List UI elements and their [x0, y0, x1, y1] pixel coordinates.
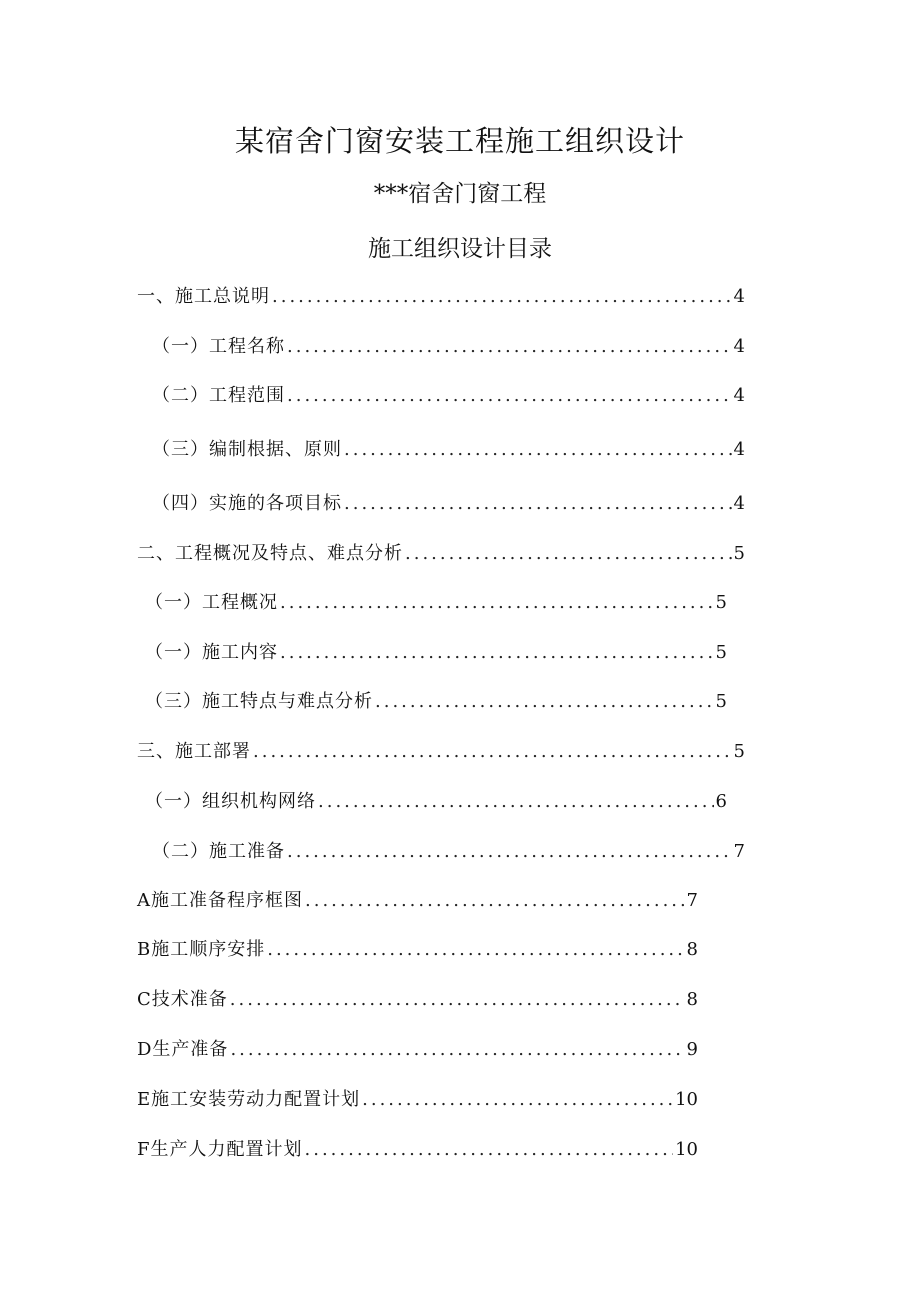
toc-entry-page: 4: [733, 385, 745, 406]
toc-entry-label: （四）实施的各项目标: [152, 493, 342, 514]
toc-leader-dots: [305, 1138, 674, 1162]
toc-leader-dots: [375, 690, 714, 714]
toc-entry-page: 5: [733, 543, 745, 564]
toc-entry-page: 4: [733, 493, 745, 514]
toc-entry[interactable]: [137, 285, 745, 309]
toc-entry-page: 4: [733, 336, 745, 357]
toc-entry[interactable]: [137, 988, 698, 1012]
toc-entry[interactable]: [137, 1038, 698, 1062]
toc-entry-page: 10: [675, 1139, 698, 1160]
toc-entry[interactable]: [152, 492, 745, 516]
toc-leader-dots: [344, 492, 732, 516]
toc-leader-dots: [362, 1088, 673, 1112]
toc-entry-label: （一）施工内容: [145, 642, 278, 663]
toc-entry-page: 5: [733, 741, 745, 762]
toc-entry-label: （一）工程概况: [145, 592, 278, 613]
toc-entry-label: B施工顺序安排: [137, 939, 266, 960]
toc-entry-label: D生产准备: [137, 1039, 229, 1060]
toc-leader-dots: [287, 335, 732, 359]
toc-leader-dots: [230, 1038, 684, 1062]
toc-leader-dots: [230, 988, 685, 1012]
toc-entry-label: E施工安装劳动力配置计划: [137, 1089, 361, 1110]
toc-entry-page: 9: [686, 1039, 698, 1060]
toc-entry-page: 8: [686, 989, 698, 1010]
toc-entry-label: 三、施工部署: [137, 741, 251, 762]
toc-entry-label: （一）组织机构网络: [145, 791, 316, 812]
toc-entry-page: 4: [733, 286, 745, 307]
toc-entry[interactable]: [137, 889, 698, 913]
toc-entry-label: 一、施工总说明: [137, 286, 270, 307]
toc-entry-page: 8: [686, 939, 698, 960]
toc-entry-page: 5: [715, 691, 727, 712]
toc-leader-dots: [267, 938, 684, 962]
toc-leader-dots: [287, 840, 732, 864]
document-subtitle: ***宿舍门窗工程: [373, 181, 547, 207]
toc-entry-page: 7: [733, 841, 745, 862]
toc-entry[interactable]: [152, 335, 745, 359]
toc-entry-label: C技术准备: [137, 989, 228, 1010]
document-title: 某宿舍门窗安装工程施工组织设计: [234, 124, 685, 158]
toc-entry[interactable]: [152, 840, 745, 864]
toc-entry-page: 5: [715, 642, 727, 663]
toc-entry[interactable]: [137, 1088, 698, 1112]
toc-entry-page: 6: [715, 791, 727, 812]
toc-entry-label: A施工准备程序框图: [137, 890, 303, 911]
toc-leader-dots: [405, 542, 732, 566]
toc-entry[interactable]: [145, 591, 727, 615]
toc-entry-label: （二）工程范围: [152, 385, 285, 406]
toc-entry-label: 二、工程概况及特点、难点分析: [137, 543, 403, 564]
toc-entry-label: （一）工程名称: [152, 336, 285, 357]
toc-entry[interactable]: [137, 542, 745, 566]
toc-entry[interactable]: [152, 438, 745, 462]
toc-entry[interactable]: [152, 384, 745, 408]
toc-leader-dots: [318, 790, 714, 814]
toc-entry-label: （三）施工特点与难点分析: [145, 691, 373, 712]
toc-entry[interactable]: [137, 740, 745, 764]
toc-entry[interactable]: [137, 938, 698, 962]
toc-entry[interactable]: [137, 1138, 698, 1162]
toc-leader-dots: [272, 285, 732, 309]
toc-entry-page: 10: [675, 1089, 698, 1110]
toc-entry-label: （三）编制根据、原则: [152, 439, 342, 460]
toc-entry-page: 5: [715, 592, 727, 613]
toc-leader-dots: [287, 384, 732, 408]
toc-leader-dots: [280, 641, 714, 665]
toc-leader-dots: [305, 889, 685, 913]
toc-entry[interactable]: [145, 790, 727, 814]
toc-entry-label: （二）施工准备: [152, 841, 285, 862]
toc-leader-dots: [253, 740, 732, 764]
toc-entry-page: 4: [733, 439, 745, 460]
toc-entry-label: F生产人力配置计划: [137, 1139, 303, 1160]
toc-leader-dots: [344, 438, 732, 462]
toc-entry-page: 7: [686, 890, 698, 911]
toc-entry[interactable]: [145, 641, 727, 665]
toc-heading: 施工组织设计目录: [368, 236, 552, 262]
toc-leader-dots: [280, 591, 714, 615]
toc-entry[interactable]: [145, 690, 727, 714]
